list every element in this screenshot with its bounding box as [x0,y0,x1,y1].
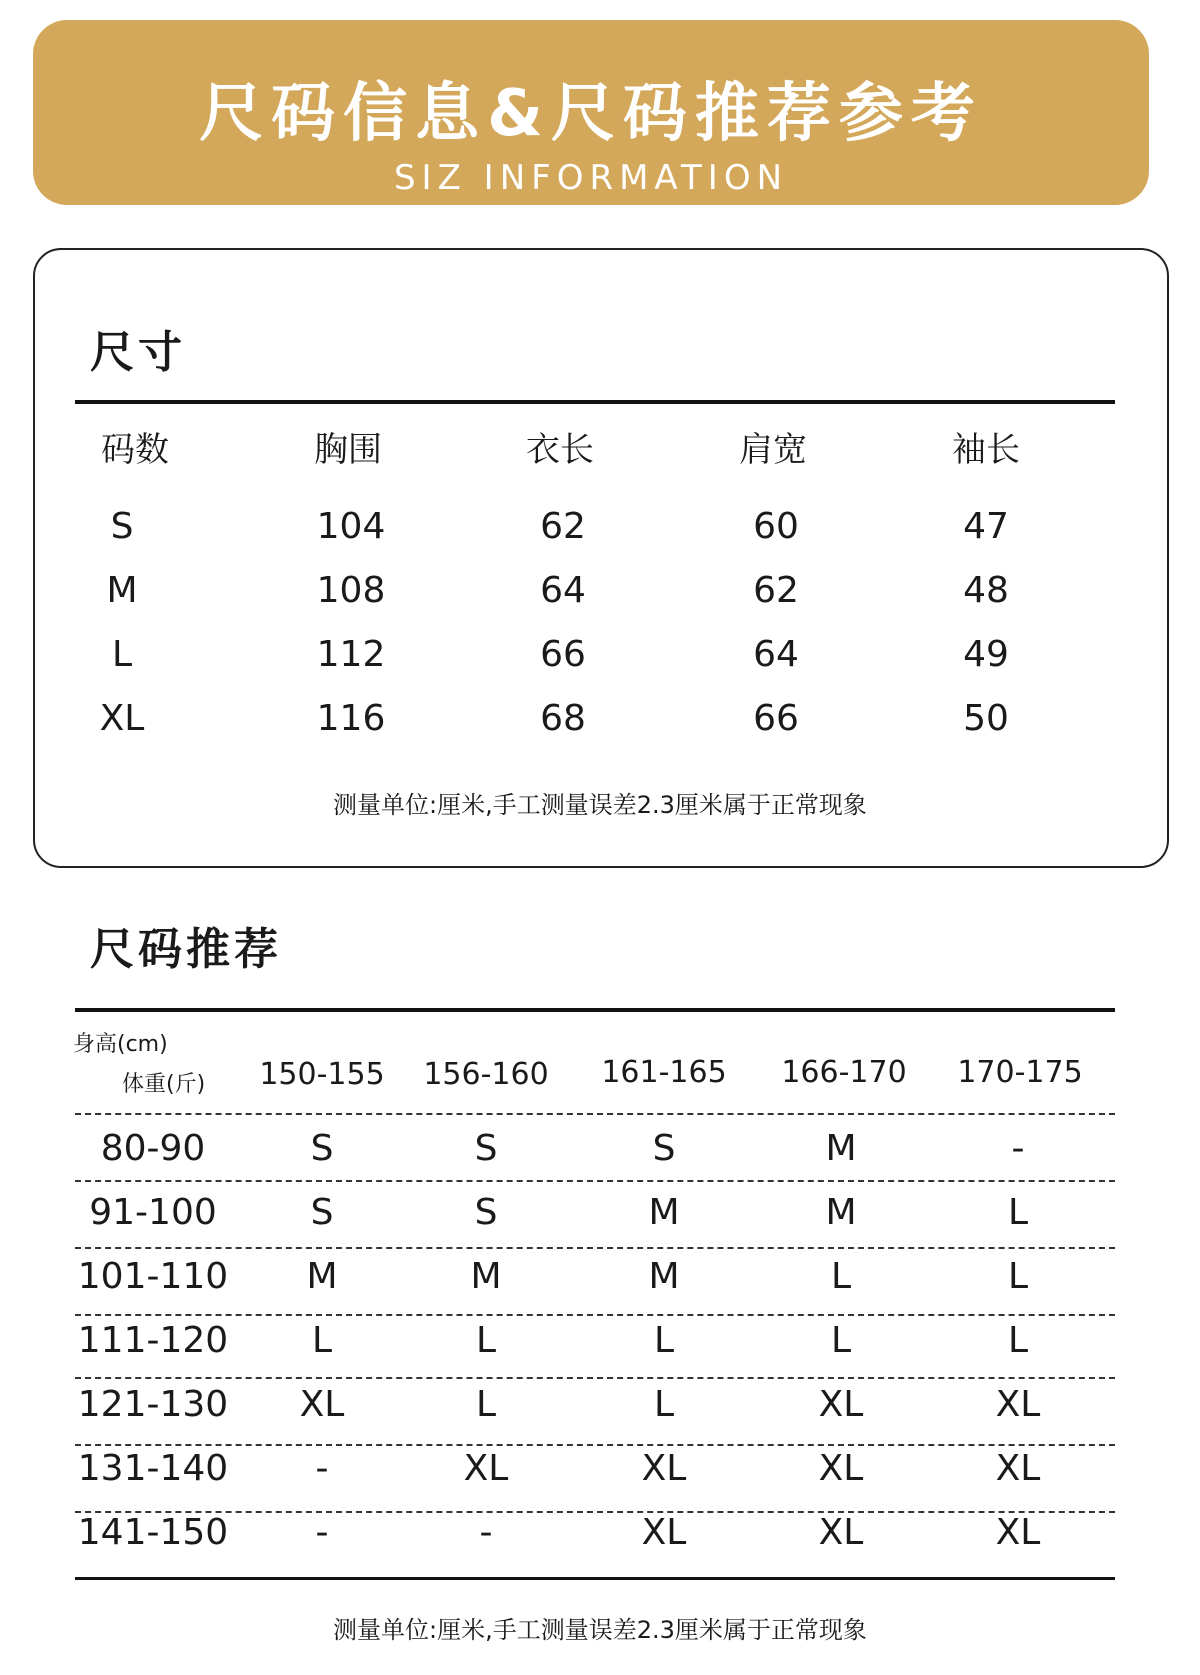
size-recommendation: L [830,1256,852,1297]
size-header-code: 码数 [101,430,169,470]
height-header: 156-160 [423,1057,549,1092]
size-recommendation: L [1007,1320,1029,1361]
size-recommendation: M [470,1256,502,1297]
size-recommendation: - [479,1512,493,1553]
size-recommendation: L [475,1320,497,1361]
row-divider [75,1314,1115,1316]
height-header: 166-170 [781,1055,907,1090]
weight-range: 91-100 [89,1192,217,1233]
size-cell: 66 [540,634,586,675]
recommend-title-divider [75,1008,1115,1012]
size-cell: 62 [753,570,799,611]
size-recommendation: XL [995,1512,1041,1553]
size-recommendation: L [311,1320,333,1361]
size-recommendation: S [652,1128,676,1169]
size-recommendation: XL [995,1448,1041,1489]
row-divider [75,1113,1115,1115]
size-recommendation: XL [641,1448,687,1489]
size-header-shoulder: 肩宽 [739,430,807,470]
size-recommendation: - [315,1448,329,1489]
row-divider [75,1247,1115,1249]
size-recommendation: XL [818,1448,864,1489]
size-recommendation: XL [299,1384,345,1425]
size-cell: 112 [316,634,386,675]
size-recommendation: L [1007,1192,1029,1233]
weight-range: 131-140 [77,1448,229,1489]
row-divider [75,1444,1115,1446]
size-recommendation: L [653,1384,675,1425]
size-recommendation: L [653,1320,675,1361]
table-bottom-rule [75,1577,1115,1580]
size-recommendation: XL [995,1384,1041,1425]
size-recommendation: M [825,1192,857,1233]
size-header-chest: 胸围 [314,430,382,470]
corner-height-label: 身高(cm) [73,1032,168,1057]
size-recommendation: XL [818,1512,864,1553]
size-cell: XL [99,698,145,739]
size-cell: 50 [963,698,1009,739]
size-header-sleeve: 袖长 [952,430,1020,470]
row-divider [75,1377,1115,1379]
weight-range: 101-110 [77,1256,229,1297]
size-cell: 62 [540,506,586,547]
weight-range: 111-120 [77,1320,229,1361]
size-cell: 64 [753,634,799,675]
size-cell: 48 [963,570,1009,611]
size-cell: 60 [753,506,799,547]
row-divider [75,1180,1115,1182]
size-recommendation: M [306,1256,338,1297]
size-recommendation: M [825,1128,857,1169]
size-recommendation: - [1011,1128,1025,1169]
recommend-note: 测量单位:厘米,手工测量误差2.3厘米属于正常现象 [333,1616,867,1644]
banner-subtitle: SIZ INFORMATION [393,158,789,198]
size-cell: 68 [540,698,586,739]
size-cell: S [110,506,134,547]
size-cell: 104 [316,506,386,547]
size-recommendation: L [1007,1256,1029,1297]
size-recommendation: XL [463,1448,509,1489]
size-section-title: 尺寸 [90,327,186,378]
header-banner [33,20,1149,205]
size-cell: 116 [316,698,386,739]
weight-range: 80-90 [100,1128,206,1169]
size-recommendation: S [474,1192,498,1233]
size-recommendation: S [310,1128,334,1169]
size-title-divider [75,400,1115,404]
size-recommendation: L [475,1384,497,1425]
height-header: 170-175 [957,1055,1083,1090]
size-cell: 49 [963,634,1009,675]
height-header: 150-155 [259,1057,385,1092]
weight-range: 141-150 [77,1512,229,1553]
size-recommendation: S [310,1192,334,1233]
size-note: 测量单位:厘米,手工测量误差2.3厘米属于正常现象 [333,791,867,819]
banner-title: 尺码信息&尺码推荐参考 [199,77,983,151]
recommend-section-title: 尺码推荐 [90,924,282,975]
size-recommendation: M [648,1256,680,1297]
size-recommendation: - [315,1512,329,1553]
size-cell: 108 [316,570,386,611]
height-header: 161-165 [601,1055,727,1090]
size-header-length: 衣长 [526,430,594,470]
size-recommendation: XL [818,1384,864,1425]
corner-weight-label: 体重(斤) [122,1072,206,1097]
size-cell: L [111,634,133,675]
size-cell: 64 [540,570,586,611]
size-cell: M [106,570,138,611]
weight-range: 121-130 [77,1384,229,1425]
size-recommendation: M [648,1192,680,1233]
size-recommendation: L [830,1320,852,1361]
size-card [33,248,1169,868]
size-recommendation: S [474,1128,498,1169]
size-recommendation: XL [641,1512,687,1553]
size-cell: 66 [753,698,799,739]
size-cell: 47 [963,506,1009,547]
